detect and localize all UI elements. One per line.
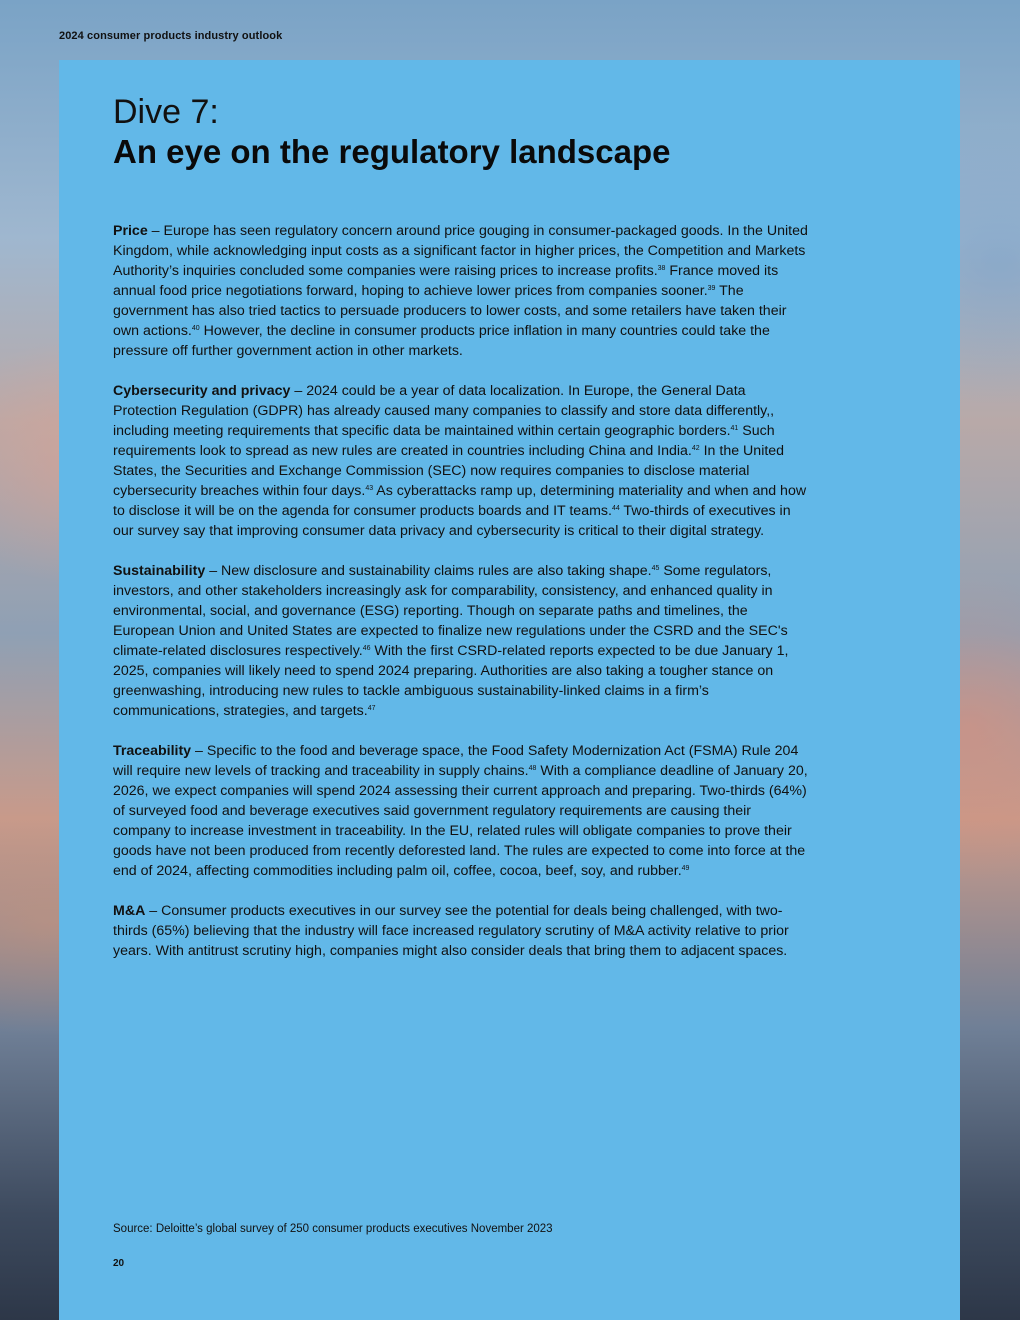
paragraph-text: – Consumer products executives in our survey see the potential for deals being challenged, with two-thirds (65%) believing that the industry will face increased regulatory scrutiny of M&A activity relative to prior years. With antitrust scrutiny high, companies might also consider deals that bring them to adjacent spaces. [113,903,789,959]
footnote-marker: 40 [191,325,200,332]
footnote-marker: 41 [730,425,739,432]
paragraph-traceability [113,741,809,881]
footnote-marker: 45 [651,565,660,572]
dive-title: An eye on the regulatory landscape [113,133,671,170]
paragraph-term: Traceability [113,743,192,759]
footnote-marker: 48 [528,765,537,772]
footnote-marker: 49 [681,865,690,872]
footnote-marker: 43 [365,485,374,492]
footnote-marker: 38 [657,265,666,272]
paragraph-term: Price [113,223,148,239]
footnote-marker: 39 [707,285,716,292]
footnote-marker: 46 [362,645,371,652]
dive-label: Dive 7: [113,93,219,131]
paragraph-ma [113,901,809,961]
content-panel [59,60,960,1320]
page-number: 20 [113,1258,125,1269]
paragraph-term: Cybersecurity and privacy [113,383,291,399]
paragraph-sustainability [113,561,809,721]
paragraph-term: M&A [113,903,146,919]
footnote-marker: 42 [691,445,700,452]
source-note: Source: Deloitte’s global survey of 250 consumer products executives November 2023 [113,1223,553,1235]
paragraph-text: – 2024 could be a year of data localization. In Europe, the General Data Protection Regulation (GDPR) has already caused many companies to classify and store data differently,, including meeting requirements that specific data be maintained within certain geographic borders.$^{41}$ Such requirements look to spread as new rules are created in countries including China and India.$^{42}$ In the United States, the Securities and Exchange Commission (SEC) now requires companies to disclose material cybersecurity breaches within four days.$^{43}$ As cyberattacks ramp up, determining materiality and when and how to disclose it will be on the agenda for consumer products boards and IT teams.$^{44}$ Two-thirds of executives in our survey say that improving consumer data privacy and cybersecurity is critical to their digital strategy. [113,383,807,539]
paragraph-text: – Europe has seen regulatory concern around price gouging in consumer-packaged goods. In the United Kingdom, while acknowledging input costs as a significant factor in higher prices, the Competition and Markets Authority’s inquiries concluded some companies were raising prices to increase profits.$^{38}$ France moved its annual food price negotiations forward, hoping to achieve lower prices from companies sooner.$^{39}$ The government has also tried tactics to persuade producers to lower costs, and some retailers have taken their own actions.$^{40}$ However, the decline in consumer products price inflation in many countries could take the pressure off further government action in other markets. [113,223,808,359]
paragraph-term: Sustainability [113,563,206,579]
paragraph-text: – Specific to the food and beverage space, the Food Safety Modernization Act (FSMA) Rule 204 will require new levels of tracking and traceability in supply chains.$^{48}$ With a compliance deadline of January 20, 2026, we expect companies will spend 2024 assessing their current approach and preparing. Two-thirds (64%) of surveyed food and beverage executives said government regulatory requirements are causing their company to increase investment in traceability. In the EU, related rules will obligate companies to prove their goods have not been produced from recently deforested land. The rules are expected to come into force at the end of 2024, affecting commodities including palm oil, coffee, cocoa, beef, soy, and rubber.$^{49}$ [113,743,808,879]
paragraph-text: – New disclosure and sustainability claims rules are also taking shape.$^{45}$ Some regulators, investors, and other stakeholders increasingly ask for comparability, consistency, and enhanced quality in environmental, social, and governance (ESG) reporting. Though on separate paths and timelines, the European Union and United States are expected to finalize new regulations under the CSRD and the SEC's climate-related disclosures respectively.$^{46}$ With the first CSRD-related reports expected to be due January 1, 2025, companies will likely need to spend 2024 preparing. Authorities are also taking a tougher stance on greenwashing, introducing new rules to tackle ambiguous sustainability-linked claims in a firm’s communications, strategies, and targets.$^{47}$ [113,563,789,719]
body-text [113,221,809,981]
footnote-marker: 47 [367,705,376,712]
footnote-marker: 44 [611,505,620,512]
document-header-title: 2024 consumer products industry outlook [59,30,283,42]
paragraph-price [113,221,809,361]
paragraph-cybersecurity [113,381,809,541]
